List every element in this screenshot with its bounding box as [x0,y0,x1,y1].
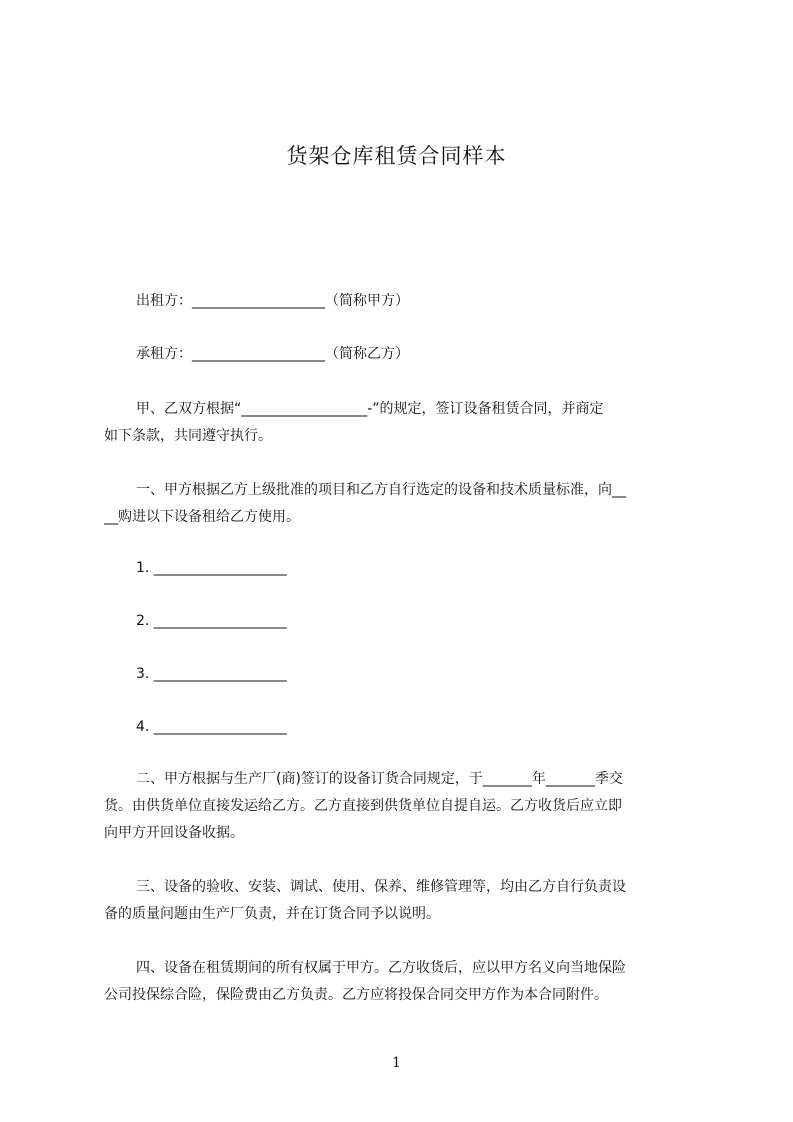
item-4: 4. ___________________ [136,719,287,735]
document-title: 货架仓库租赁合同样本 [286,144,507,168]
item-1: 1. ___________________ [136,560,287,576]
item-3: 3. ___________________ [136,666,287,682]
clause-2-line-3: 向甲方开回设备收据。 [104,825,244,841]
intro-line-1: 甲、乙双方根据“__________________-”的规定，签订设备租赁合同，并商定 [136,401,604,417]
lessee-line: 承租方：___________________（简称乙方） [136,346,409,362]
clause-4-line-1: 四、设备在租赁期间的所有权属于甲方。乙方收货后，应以甲方名义向当地保险 [136,960,626,976]
clause-4-line-2: 公司投保综合险，保险费由乙方负责。乙方应将投保合同交甲方作为本合同附件。 [104,987,608,1003]
page-number: 1 [392,1055,401,1071]
item-2: 2. ___________________ [136,613,287,629]
clause-2-line-1: 二、甲方根据与生产厂(商)签订的设备订货合同规定，于_______年_______季交 [136,771,623,787]
clause-2-line-2: 货。由供货单位直接发运给乙方。乙方直接到供货单位自提自运。乙方收货后应立即 [104,798,622,814]
clause-3-line-1: 三、设备的验收、安装、调试、使用、保养、维修管理等，均由乙方自行负责设 [136,879,626,895]
intro-line-2: 如下条款，共同遵守执行。 [104,428,272,444]
clause-3-line-2: 备的质量问题由生产厂负责，并在订货合同予以说明。 [104,906,440,922]
clause-1-line-1: 一、甲方根据乙方上级批准的项目和乙方自行选定的设备和技术质量标准，向__ [136,482,626,498]
lessor-line: 出租方：___________________（简称甲方） [136,293,409,309]
clause-1-line-2: __购进以下设备租给乙方使用。 [104,509,300,525]
